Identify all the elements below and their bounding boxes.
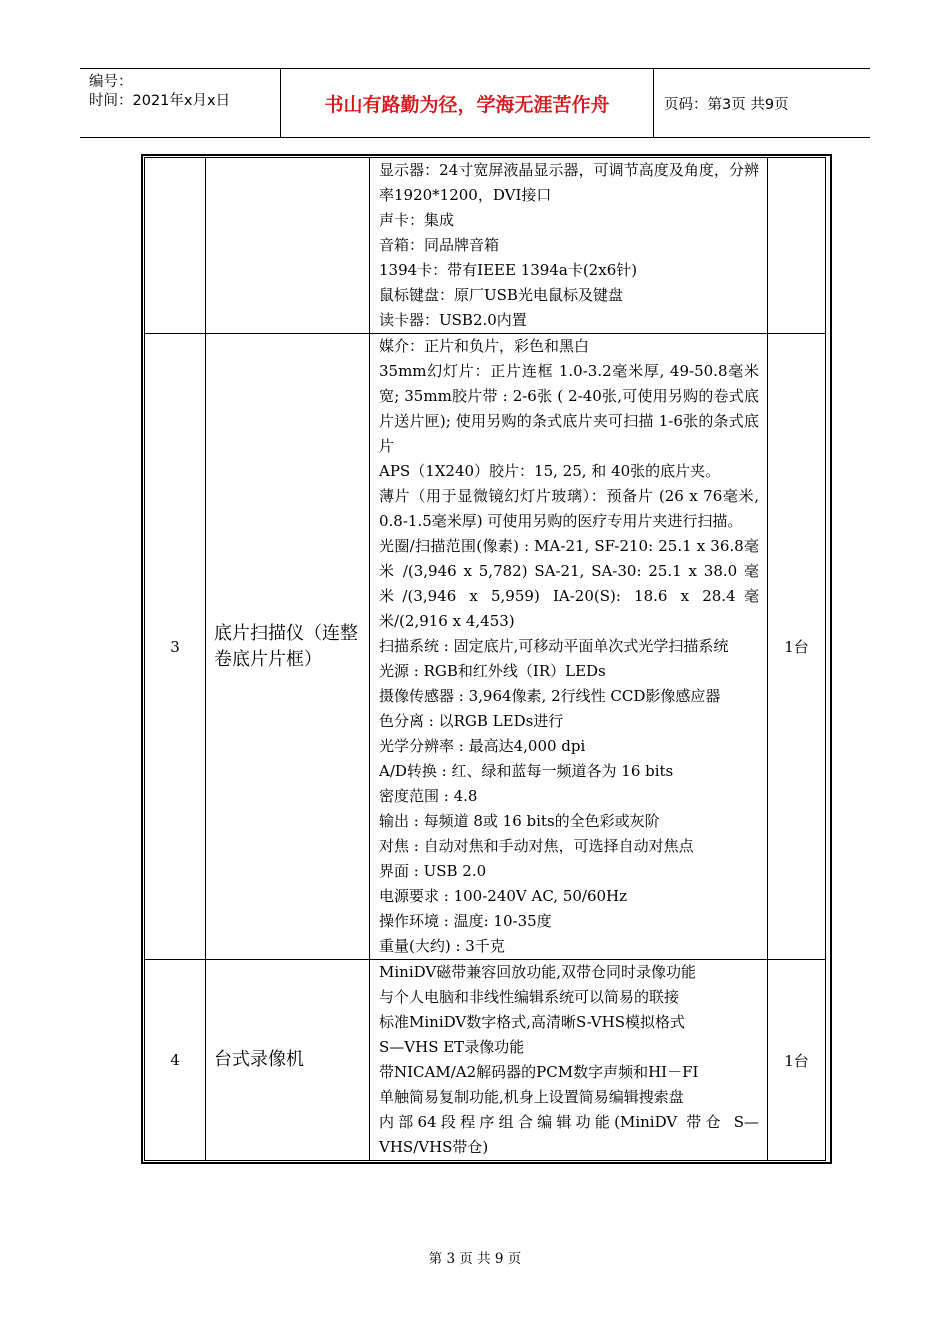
code-label: 编号： [89,74,133,90]
item-name: 底片扫描仪（连整卷底片片框） [206,334,370,960]
spec-line: 操作环境 : 温度: 10-35度 [379,912,552,930]
spec-line: 界面 : USB 2.0 [379,862,487,880]
table-row [145,960,826,1161]
spec-line: 对焦 : 自动对焦和手动对焦，可选择自动对焦点 [379,837,694,855]
row-number [145,158,206,334]
spec-line: 带NICAM/A2解码器的PCM数字声频和HI－FI [379,1063,699,1081]
header-page-number: 页码：第3页 共9页 [664,96,789,113]
spec-line: 鼠标键盘：原厂USB光电鼠标及键盘 [379,286,623,304]
spec-line: 媒介：正片和负片，彩色和黑白 [379,337,590,355]
spec-line: 电源要求 : 100-240V AC, 50/60Hz [379,887,628,905]
item-quantity: 1台 [768,960,826,1161]
item-spec [370,334,768,960]
table-row [145,334,826,960]
header-motto: 书山有路勤为径，学海无涯苦作舟 [281,69,654,137]
spec-line: 内部64段程序组合编辑功能(MiniDV 带仓 S—VHS/VHS带仓) [379,1113,759,1156]
spec-line: A/D转换 : 红、绿和蓝每一频道各为 16 bits [379,762,674,780]
spec-line: 35mm幻灯片：正片连框 1.0-3.2毫米厚, 49-50.8毫米宽; 35mm胶片带 : 2-6张 ( 2-40张,可使用另购的卷式底片送片匣); 使用另购的条式底片夹可扫描 1-6张的条式底片 [379,362,759,455]
page-header [80,68,870,138]
spec-line: 显示器：24寸宽屏液晶显示器，可调节高度及角度，分辨率1920*1200，DVI接口 [379,161,759,204]
row-number: 3 [145,334,206,960]
spec-line: 密度范围 : 4.8 [379,787,478,805]
item-spec [370,960,768,1161]
item-quantity [768,158,826,334]
spec-table [144,157,826,1161]
spec-line: 光圈/扫描范围(像素) : MA-21, SF-210: 25.1 x 36.8毫米 /(3,946 x 5,782) SA-21, SA-30: 25.1 x 38.0 毫米/(3,946 x 5,959) IA-20(S): 18.6 x 28.4毫米/(2,916 x 4,453) [379,537,759,630]
item-quantity: 1台 [768,334,826,960]
spec-line: S—VHS ET录像功能 [379,1038,525,1056]
date-label: 时间：2021年x月x日 [89,93,231,109]
spec-line: 薄片（用于显微镜幻灯片玻璃）：预备片 (26 x 76毫米, 0.8-1.5毫米厚) 可使用另购的医疗专用片夹进行扫描。 [379,487,759,530]
table-row [145,158,826,334]
spec-line: 输出 : 每频道 8或 16 bits的全色彩或灰阶 [379,812,660,830]
spec-line: 光源 : RGB和红外线（IR）LEDs [379,662,606,680]
header-meta [80,69,281,137]
page-footer: 第 3 页 共 9 页 [428,1251,522,1267]
spec-line: 单触简易复制功能,机身上设置简易编辑搜索盘 [379,1088,684,1106]
item-name [206,158,370,334]
spec-line: 标准MiniDV数字格式,高清晰S-VHS模拟格式 [379,1013,685,1031]
spec-line: 音箱：同品牌音箱 [379,236,500,254]
spec-line: MiniDV磁带兼容回放功能,双带仓同时录像功能 [379,963,696,981]
item-spec [370,158,768,334]
spec-line: 读卡器：USB2.0内置 [379,311,527,329]
spec-line: 声卡：集成 [379,211,455,229]
row-number: 4 [145,960,206,1161]
spec-line: 重量(大约) : 3千克 [379,937,505,955]
spec-line: APS（1X240）胶片：15, 25, 和 40张的底片夹。 [379,462,721,480]
spec-line: 摄像传感器 : 3,964像素, 2行线性 CCD影像感应器 [379,687,721,705]
spec-line: 光学分辨率 : 最高达4,000 dpi [379,737,586,755]
spec-line: 色分离 : 以RGB LEDs进行 [379,712,564,730]
spec-line: 与个人电脑和非线性编辑系统可以简易的联接 [379,988,680,1006]
spec-line: 1394卡：带有IEEE 1394a卡(2x6针) [379,261,638,279]
item-name: 台式录像机 [206,960,370,1161]
spec-line: 扫描系统 : 固定底片,可移动平面单次式光学扫描系统 [379,637,729,655]
